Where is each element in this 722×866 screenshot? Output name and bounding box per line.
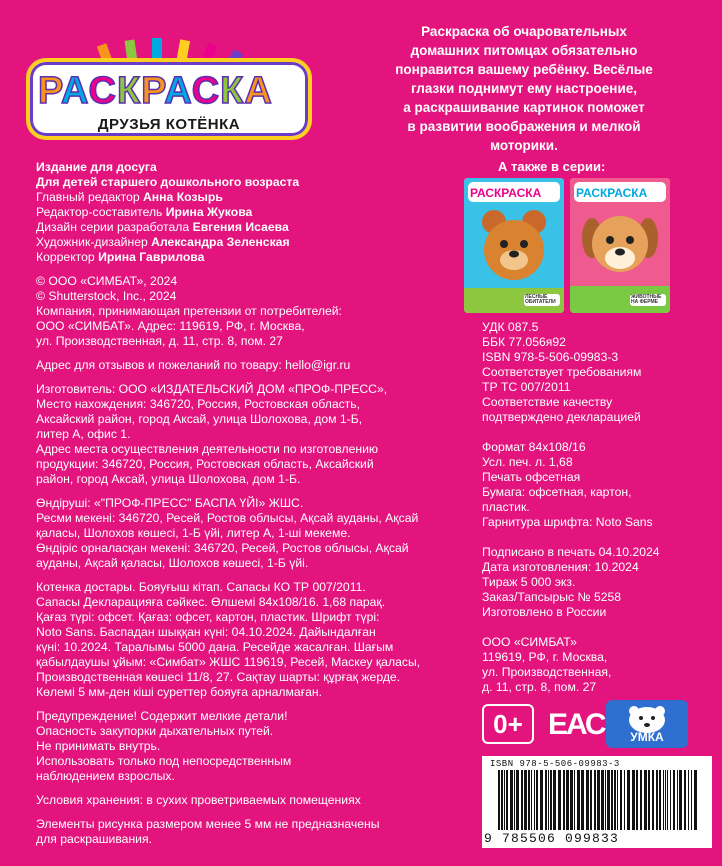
logo-letter: С — [191, 70, 221, 112]
text-line: пластик. — [482, 500, 530, 514]
text-line: Место нахождения: 346720, Россия, Ростовская область, — [36, 397, 361, 411]
logo-letter: Р — [141, 70, 165, 112]
barcode-bar — [640, 770, 642, 830]
barcode-isbn: ISBN 978-5-506-09983-3 — [490, 759, 620, 769]
age-rating-badge: 0+ — [482, 704, 534, 744]
classification-block — [482, 320, 712, 425]
barcode-bar — [670, 770, 671, 830]
barcode-bar — [694, 770, 697, 830]
barcode-bar — [501, 770, 503, 830]
text-line: 119619, РФ, г. Москва, — [482, 650, 608, 664]
barcode-digits: 9 785506 099833 — [484, 831, 620, 846]
credit-role: Главный редактор — [36, 190, 143, 204]
credit-name: Анна Козырь — [143, 190, 223, 204]
text-line: понравится вашему ребёнку. Весёлые — [395, 62, 653, 77]
text-line: литер А, офис 1. — [36, 427, 131, 441]
edition-type: Издание для досуга — [36, 160, 157, 174]
text-line: Формат 84х108/16 — [482, 440, 586, 454]
credit-role: Дизайн серии разработала — [36, 220, 193, 234]
text-line: моторики. — [490, 138, 558, 153]
text-line: продукции: 346720, Россия, Ростовская область, Аксайский — [36, 457, 374, 471]
barcode-bar — [667, 770, 668, 830]
text-line: а раскрашивание картинок поможет — [403, 100, 645, 115]
text-line: Усл. печ. л. 1,68 — [482, 455, 573, 469]
text-line: ТР ТС 007/2011 — [482, 380, 571, 394]
credit-name: Александра Зеленская — [151, 235, 290, 249]
credits-list — [36, 190, 436, 265]
credit-line — [36, 205, 436, 220]
text-line: Сапасы Декларацияға сәйкес. Өлшемі 84х108/16. 1,68 парақ. — [36, 595, 386, 609]
book2-title: РАСКРАСКА — [576, 186, 648, 200]
text-line: Соответствует требованиям — [482, 365, 642, 379]
copyright-block — [36, 274, 436, 304]
barcode-bar — [624, 770, 625, 830]
barcode-bar — [636, 770, 638, 830]
isbn-barcode — [482, 756, 712, 848]
barcode-bar — [607, 770, 610, 830]
barcode-bar — [601, 770, 604, 830]
book1-caption: ЛЕСНЫЕ ОБИТАТЕЛИ — [525, 294, 556, 305]
text-line: ООО «СИМБАТ». Адрес: 119619, РФ, г. Москва, — [36, 319, 305, 333]
credit-role: Художник-дизайнер — [36, 235, 152, 249]
barcode-bar — [691, 770, 692, 830]
publisher-address-block — [482, 635, 712, 695]
credit-role: Редактор-составитель — [36, 205, 166, 219]
barcode-bar — [506, 770, 508, 830]
text-line: УДК 087.5 — [482, 320, 539, 334]
text-line: © Shutterstock, Inc., 2024 — [36, 289, 177, 303]
claims-block — [36, 304, 436, 349]
text-line: қаласы, Шолохов көшесі, 1-Б үйі, литер А, 1-ші мекеме. — [36, 526, 351, 540]
text-line: Дата изготовления: 10.2024 — [482, 560, 639, 574]
barcode-bar — [521, 770, 523, 830]
barcode-bar — [563, 770, 565, 830]
certification-marks — [482, 700, 712, 748]
text-line: Аксайский район, город Аксай, улица Шолохова, дом 1-Б, — [36, 412, 363, 426]
barcode-bar — [677, 770, 678, 830]
barcode-bar — [648, 770, 650, 830]
barcode-bar — [586, 770, 589, 830]
text-line: Элементы рисунка размером менее 5 мм не предназначены — [36, 817, 380, 831]
series-book-forest — [464, 178, 564, 313]
book-description — [360, 22, 688, 155]
text-line: Котенка достары. Бояуғыш кітап. Сапасы КО ТР 007/2011. — [36, 580, 366, 594]
barcode-bar — [665, 770, 666, 830]
barcode-bar — [617, 770, 618, 830]
logo-subtitle: ДРУЗЬЯ КОТЁНКА — [97, 116, 241, 133]
text-line: Қағаз түрі: офсет. Қағаз: офсет, картон, пластик. Шрифт түрі: — [36, 610, 380, 624]
barcode-bar — [514, 770, 515, 830]
barcode-bar — [550, 770, 552, 830]
credit-role: Корректор — [36, 250, 99, 264]
credit-name: Ирина Жукова — [165, 205, 253, 219]
barcode-bar — [548, 770, 549, 830]
eac-mark: ЕАС — [548, 708, 605, 741]
logo-title — [38, 70, 273, 113]
text-line: ауданы, Ақсай қаласы, Шолохов көшесі, 1-Б үйі. — [36, 556, 309, 570]
text-line: ISBN 978-5-506-09983-3 — [482, 350, 619, 364]
storage-line: Условия хранения: в сухих проветриваемых помещениях — [36, 793, 361, 807]
barcode-bar — [574, 770, 575, 830]
text-line: ООО «СИМБАТ» — [482, 635, 577, 649]
text-line: күні: 10.2024. Таралымы 5000 дана. Ресейде жасалған. Шағым — [36, 640, 394, 654]
text-line: Бумага: офсетная, картон, — [482, 485, 632, 499]
barcode-bar — [545, 770, 547, 830]
text-line: Гарнитура шрифта: Noto Sans — [482, 515, 653, 529]
barcode-bar — [536, 770, 538, 830]
logo-letter: К — [220, 70, 245, 112]
logo-letter: А — [164, 70, 192, 112]
text-line: Өндіруші: «"ПРОФ-ПРЕСС" БАСПА ҮЙІ» ЖШС. — [36, 496, 304, 510]
text-line: Өндіріс орналасқан мекені: 346720, Ресей, Ростов облысы, Ақсай — [36, 541, 409, 555]
text-line: Ресми мекені: 346720, Ресей, Ростов облысы, Ақсай ауданы, Ақсай — [36, 511, 419, 525]
text-line: Подписано в печать 04.10.2024 — [482, 545, 660, 559]
text-line: Көлемі 5 мм-ден кіші суреттер бояуға арналмаған. — [36, 685, 323, 699]
barcode-bar — [524, 770, 527, 830]
umka-logo — [606, 700, 688, 748]
age-group: Для детей старшего дошкольного возраста — [36, 175, 300, 189]
text-line: Производственная көшесі 11/8, 27. Сақтау шарты: құрғақ жерде. — [36, 670, 401, 684]
text-line: Заказ/Тапсырыс № 5258 — [482, 590, 622, 604]
logo-letter: А — [244, 70, 273, 112]
barcode-bar — [597, 770, 600, 830]
series-title: А также в серии: — [498, 159, 606, 174]
text-line: Не принимать внутрь. — [36, 739, 161, 753]
barcode-bar — [570, 770, 573, 830]
text-line: Компания, принимающая претензии от потребителей: — [36, 304, 342, 318]
text-line: Адрес места осуществления деятельности по изготовлению — [36, 442, 379, 456]
print-info-block — [482, 545, 712, 620]
barcode-bar — [652, 770, 654, 830]
barcode-bar — [534, 770, 535, 830]
logo-letter: Р — [38, 70, 62, 112]
logo-letter: А — [61, 70, 89, 112]
text-line: наблюдением взрослых. — [36, 769, 175, 783]
text-line: район, город Аксай, улица Шолохова, дом 1-Б. — [36, 472, 301, 486]
book1-title: РАСКРАСКА — [470, 186, 542, 200]
barcode-bar — [656, 770, 658, 830]
kazakh-info-block — [36, 580, 436, 700]
text-line: Печать офсетная — [482, 470, 581, 484]
text-line: Тираж 5 000 экз. — [482, 575, 576, 589]
barcode-bar — [558, 770, 561, 830]
text-line: Раскраска об очаровательных — [421, 24, 627, 39]
text-line: для раскрашивания. — [36, 832, 152, 846]
text-line: Предупреждение! Содержит мелкие детали! — [36, 709, 288, 723]
elements-note — [36, 817, 436, 847]
barcode-bar — [659, 770, 661, 830]
imprint-left-column — [36, 160, 436, 847]
text-line: Опасность закупорки дыхательных путей. — [36, 724, 274, 738]
barcode-bar — [605, 770, 606, 830]
barcode-bar — [614, 770, 616, 830]
text-line: ул. Производственная, — [482, 665, 612, 679]
barcode-bar — [688, 770, 689, 830]
text-line: подтверждено декларацией — [482, 410, 641, 424]
series-book-farm — [570, 178, 670, 313]
barcode-bar — [540, 770, 543, 830]
credit-name: Ирина Гаврилова — [98, 250, 205, 264]
credit-line — [36, 250, 436, 265]
credit-line — [36, 190, 436, 205]
credit-name: Евгения Исаева — [192, 220, 289, 234]
text-line: ББК 77.056я92 — [482, 335, 566, 349]
text-line: д. 11, стр. 8, пом. 27 — [482, 680, 597, 694]
barcode-bar — [594, 770, 596, 830]
barcode-bar — [504, 770, 505, 830]
barcode-bar — [684, 770, 686, 830]
text-line: ул. Производственная, д. 11, стр. 8, пом. 27 — [36, 334, 283, 348]
warning-block — [36, 709, 436, 784]
barcode-bar — [611, 770, 613, 830]
barcode-bar — [516, 770, 519, 830]
text-line: © ООО «СИМБАТ», 2024 — [36, 274, 178, 288]
credit-line — [36, 220, 436, 235]
barcode-bar — [663, 770, 664, 830]
barcode-bar — [581, 770, 584, 830]
barcode-bar — [531, 770, 532, 830]
barcode-bar — [627, 770, 630, 830]
barcode-bar — [644, 770, 647, 830]
book2-caption: ЖИВОТНЫЕ НА ФЕРМЕ — [631, 294, 662, 305]
text-line: Noto Sans. Баспадан шыққан күні: 04.10.2024. Дайындалған — [36, 625, 376, 639]
barcode-bar — [590, 770, 592, 830]
logo-letter: С — [88, 70, 117, 112]
credit-line — [36, 235, 436, 250]
manufacturer-block — [36, 382, 436, 487]
barcode-bar — [679, 770, 682, 830]
barcode-bar — [498, 770, 500, 830]
text-line: Изготовлено в России — [482, 605, 607, 619]
imprint-right-column — [482, 320, 712, 695]
barcode-bar — [577, 770, 580, 830]
text-line: домашних питомцах обязательно — [410, 43, 638, 58]
text-line: в развитии воображения и мелкой — [407, 119, 641, 134]
kazakh-manufacturer-block — [36, 496, 436, 571]
umka-brand-text: УМКА — [630, 730, 664, 744]
logo-letter: К — [116, 70, 142, 112]
barcode-bar — [553, 770, 556, 830]
barcode-bar — [566, 770, 569, 830]
text-line: қабылдаушы ұйым: «Симбат» ЖШС 119619, Ресей, Маскеу қаласы, — [36, 655, 421, 669]
barcode-bar — [632, 770, 635, 830]
barcode-bar — [620, 770, 622, 830]
barcode-bar — [528, 770, 530, 830]
format-block — [482, 440, 712, 530]
cover-logo — [26, 36, 312, 140]
barcode-bar — [510, 770, 513, 830]
text-line: Соответствие качеству — [482, 395, 613, 409]
barcode-bar — [673, 770, 675, 830]
text-line: глазки поднимут ему настроение, — [410, 81, 638, 96]
text-line: Использовать только под непосредственным — [36, 754, 292, 768]
feedback-line: Адрес для отзывов и пожеланий по товару: hello@igr.ru — [36, 358, 351, 372]
text-line: Изготовитель: ООО «ИЗДАТЕЛЬСКИЙ ДОМ «ПРОФ-ПРЕСС», — [36, 382, 388, 396]
